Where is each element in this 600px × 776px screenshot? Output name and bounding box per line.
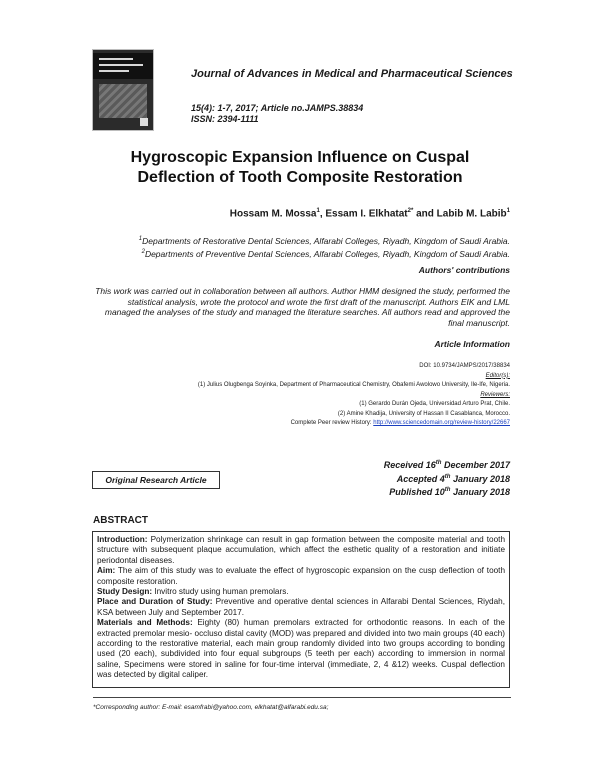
journal-title: Journal of Advances in Medical and Pharmaceutical Sciences — [191, 68, 513, 80]
author-name: Hossam M. Mossa — [229, 208, 317, 220]
author-name: Essam I. Elkhatat — [325, 208, 408, 220]
contributions-heading: Authors' contributions — [418, 265, 510, 275]
issn-line: ISSN: 2394-1111 — [191, 114, 259, 124]
abstract-section: Place and Duration of Study: Preventive and operative dental sciences in Alfarabi Dental Sciences, Riydah, KSA between July and September 2017. — [97, 597, 505, 617]
author-name: Labib M. Labib — [436, 208, 507, 220]
affiliations — [100, 234, 510, 260]
article-info — [93, 362, 510, 429]
review-history-line: Complete Peer review History: http://www.sciencedomain.org/review-history/22667 — [290, 420, 510, 426]
abstract-heading: ABSTRACT — [93, 515, 148, 526]
editors-label: Editor(s): — [485, 372, 510, 379]
issue-line: 15(4): 1-7, 2017; Article no.JAMPS.38834 — [191, 103, 364, 113]
received-date: Received 16th December 2017 — [383, 460, 510, 470]
publication-dates — [300, 458, 510, 499]
abstract-section: Aim: The aim of this study was to evaluate the effect of hygroscopic expansion on the cusp deflection of tooth composite restoration. — [97, 566, 505, 586]
abstract-section: Materials and Methods: Eighty (80) human premolars extracted for orthodontic reasons. In each of the extracted premolar mesio- occluso distal cavity (MOD) was prepared and divided into two main groups (40 each) according to the restorative material, each main group randomly divided into two groups according to bonding used (20 each), subdivided into four equal subgroups (5 teeth per each) according to immersion in normal saline, Specimens were stored in saline for four-time interval (immediate, 2, 4 &12) weeks. Cuspal deflection was detected by digital caliper. — [97, 618, 505, 680]
article-type-badge: Original Research Article — [92, 471, 220, 489]
article-title: Hygroscopic Expansion Influence on Cuspal Deflection of Tooth Composite Restoration — [130, 149, 470, 186]
footnote-divider — [93, 697, 511, 698]
affiliation-line: $^1$Departments of Restorative Dental Sciences, Alfarabi Colleges, Riyadh, Kingdom of Saudi Arabia. — [138, 235, 510, 246]
reviewer-line: (1) Gerardo Durán Ojeda, Universidad Arturo Prat, Chile. — [359, 401, 510, 407]
abstract-box — [92, 531, 510, 688]
accepted-date: Accepted 4th January 2018 — [396, 473, 510, 484]
reviewer-line: (2) Amine Khadija, University of Hassan II Casablanca, Morocco. — [337, 410, 510, 417]
contributions-text: This work was carried out in collaboration between all authors. Author HMM designed the study, performed the statistical analysis, wrote the protocol and wrote the first draft of the manuscript. Authors EIK and LML managed the analyses of the study and managed the literature searches. All authors read and approved the final manuscript. — [95, 286, 510, 328]
reviewers-label: Reviewers: — [480, 391, 510, 398]
author-list: Hossam M. Mossa$^1$, Essam I. Elkhatat$^{2*}$ and Labib M. Labib$^1$ — [229, 208, 510, 220]
abstract-section: Study Design: Invitro study using human premolars. — [97, 587, 289, 597]
affiliation-line: $^2$Departments of Preventive Dental Sciences, Alfarabi Colleges, Riyadh, Kingdom of Saudi Arabia. — [141, 248, 510, 259]
corresponding-author-footnote: *Corresponding author: E-mail: esamfrabi@yahoo.com, elkhatat@alfarabi.edu.sa; — [93, 704, 329, 711]
review-history-link[interactable]: http://www.sciencedomain.org/review-history/22667 — [373, 420, 510, 426]
journal-cover-image — [93, 50, 153, 130]
article-info-heading: Article Information — [434, 339, 510, 349]
doi-line: DOI: 10.9734/JAMPS/2017/38834 — [419, 363, 510, 369]
abstract-section: Introduction: Polymerization shrinkage can result in gap formation between the composite material and tooth structure with subsequent plaque accumulation, which affect the esthetic quality of a restoration and initiate periodontal diseases. — [97, 535, 505, 565]
published-date: Published 10th January 2018 — [389, 487, 510, 497]
editor-line: (1) Julius Olugbenga Soyinka, Department of Pharmaceutical Chemistry, Obafemi Awolowo University, Ile-Ife, Nigeria. — [197, 382, 510, 388]
